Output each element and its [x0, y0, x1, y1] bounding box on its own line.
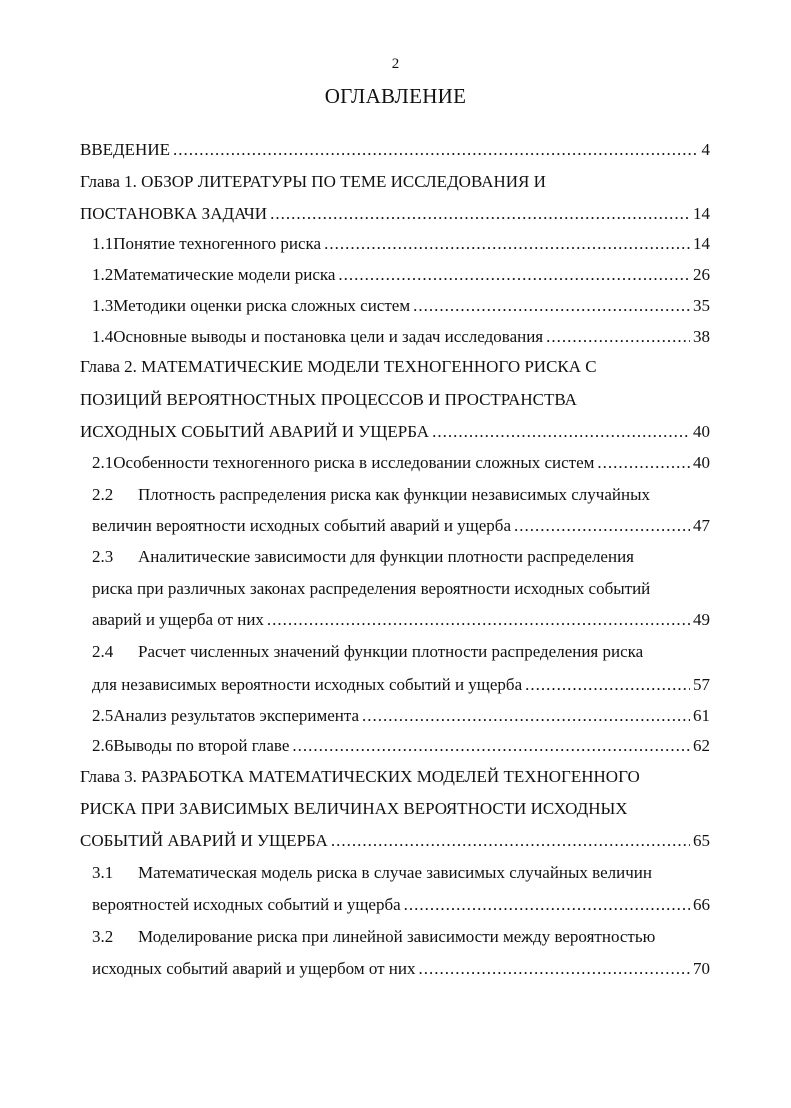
entry-page: 40: [693, 422, 710, 441]
entry-title: аварий и ущерба от них: [92, 610, 264, 629]
entry-page: 35: [693, 296, 710, 315]
section-number: 1.4: [92, 327, 114, 346]
dot-leader: [597, 452, 690, 474]
entry-title: СОБЫТИЙ АВАРИЙ И УЩЕРБА: [80, 831, 328, 850]
entry-page: 66: [693, 895, 710, 914]
dot-leader: [546, 326, 690, 348]
toc-entry-3-2-line-1: [92, 926, 655, 948]
toc-entry-2-3-line-2: риска при различных законах распределения вероятности исходных событий: [92, 579, 651, 598]
chapter-2-title-line-2: ПОЗИЦИЙ ВЕРОЯТНОСТНЫХ ПРОЦЕССОВ И ПРОСТРАНСТВА: [80, 390, 577, 409]
entry-title: Аналитические зависимости для функции плотности распределения: [138, 547, 634, 566]
entry-title: ПОСТАНОВКА ЗАДАЧИ: [80, 204, 268, 223]
toc-entry-2-6[interactable]: [92, 735, 710, 757]
entry-title: Моделирование риска при линейной зависимости между вероятностью: [138, 927, 656, 946]
toc-entry-intro[interactable]: [80, 139, 710, 161]
chapter-1-title-line-1: Глава 1. ОБЗОР ЛИТЕРАТУРЫ ПО ТЕМЕ ИССЛЕДОВАНИЯ И: [80, 172, 546, 191]
entry-title: ВВЕДЕНИЕ: [80, 140, 170, 159]
entry-title: Плотность распределения риска как функции независимых случайных: [138, 485, 651, 504]
entry-title: Особенности техногенного риска в исследовании сложных систем: [113, 453, 595, 472]
entry-title: Основные выводы и постановка цели и задач исследования: [113, 327, 544, 346]
toc-entry-2-4-line-1: [92, 641, 643, 663]
toc-entry-chapter-3[interactable]: [80, 830, 710, 852]
dot-leader: [432, 421, 690, 443]
entry-page: 14: [693, 204, 710, 223]
dot-leader: [338, 264, 690, 286]
entry-page: 26: [693, 265, 710, 284]
toc-entry-chapter-1[interactable]: [80, 203, 710, 225]
section-number: 2.6: [92, 736, 114, 755]
dot-leader: [324, 233, 690, 255]
dot-leader: [292, 735, 690, 757]
dot-leader: [525, 674, 690, 696]
chapter-2-title-line-1: Глава 2. МАТЕМАТИЧЕСКИЕ МОДЕЛИ ТЕХНОГЕННОГО РИСКА С: [80, 357, 597, 376]
toc-entry-3-2[interactable]: [92, 958, 710, 980]
entry-title: Анализ результатов эксперимента: [113, 706, 360, 725]
section-number: 1.1: [92, 234, 114, 253]
dot-leader: [419, 958, 691, 980]
entry-title: величин вероятности исходных событий аварий и ущерба: [92, 516, 511, 535]
section-number: 2.2: [92, 485, 114, 504]
page-number: 2: [391, 56, 400, 72]
section-number: 2.4: [92, 642, 114, 661]
chapter-3-title-line-1: Глава 3. РАЗРАБОТКА МАТЕМАТИЧЕСКИХ МОДЕЛЕЙ ТЕХНОГЕННОГО: [80, 767, 640, 786]
toc-entry-1-3[interactable]: [92, 295, 710, 317]
section-number: 2.3: [92, 547, 114, 566]
toc-entry-2-1[interactable]: [92, 452, 710, 474]
entry-title: для независимых вероятности исходных событий и ущерба: [92, 675, 523, 694]
dot-leader: [267, 609, 690, 631]
entry-title: исходных событий аварий и ущербом от них: [92, 959, 416, 978]
dot-leader: [331, 830, 690, 852]
toc-title: ОГЛАВЛЕНИЕ: [324, 84, 467, 108]
section-number: 2.1: [92, 453, 114, 472]
toc-entry-2-3[interactable]: [92, 609, 710, 631]
dot-leader: [413, 295, 690, 317]
entry-title: Математические модели риска: [113, 265, 336, 284]
section-number: 1.2: [92, 265, 114, 284]
dot-leader: [404, 894, 690, 916]
entry-title: вероятностей исходных событий и ущерба: [92, 895, 401, 914]
entry-title: Методики оценки риска сложных систем: [113, 296, 411, 315]
section-number: 1.3: [92, 296, 114, 315]
entry-page: 61: [693, 706, 710, 725]
toc-entry-1-2[interactable]: [92, 264, 710, 286]
entry-title: Понятие техногенного риска: [113, 234, 322, 253]
entry-title: Математическая модель риска в случае зависимых случайных величин: [138, 863, 652, 882]
entry-page: 14: [693, 234, 710, 253]
entry-page: 65: [693, 831, 710, 850]
dot-leader: [173, 139, 699, 161]
section-number: 3.1: [92, 863, 114, 882]
toc-entry-1-1[interactable]: [92, 233, 710, 255]
entry-page: 40: [693, 453, 710, 472]
entry-title: Расчет численных значений функции плотности распределения риска: [138, 642, 644, 661]
dot-leader: [270, 203, 690, 225]
entry-page: 47: [693, 516, 710, 535]
section-number: 3.2: [92, 927, 114, 946]
entry-page: 62: [693, 736, 710, 755]
toc-entry-3-1-line-1: [92, 862, 652, 884]
entry-page: 38: [693, 327, 710, 346]
entry-title: Выводы по второй главе: [113, 736, 290, 755]
toc-entry-1-4[interactable]: [92, 326, 710, 348]
toc-entry-2-4[interactable]: [92, 674, 710, 696]
toc-entry-2-2[interactable]: [92, 515, 710, 537]
entry-page: 57: [693, 675, 710, 694]
toc-entry-2-3-line-1: [92, 546, 634, 568]
entry-page: 4: [701, 140, 710, 159]
dot-leader: [514, 515, 690, 537]
entry-page: 49: [693, 610, 710, 629]
dot-leader: [362, 705, 690, 727]
entry-title: ИСХОДНЫХ СОБЫТИЙ АВАРИЙ И УЩЕРБА: [80, 422, 430, 441]
entry-page: 70: [693, 959, 710, 978]
toc-entry-2-2-line-1: [92, 484, 650, 506]
toc-entry-chapter-2[interactable]: [80, 421, 710, 443]
toc-entry-2-5[interactable]: [92, 705, 710, 727]
chapter-3-title-line-2: РИСКА ПРИ ЗАВИСИМЫХ ВЕЛИЧИНАХ ВЕРОЯТНОСТИ ИСХОДНЫХ: [80, 799, 628, 818]
toc-entry-3-1[interactable]: [92, 894, 710, 916]
section-number: 2.5: [92, 706, 114, 725]
